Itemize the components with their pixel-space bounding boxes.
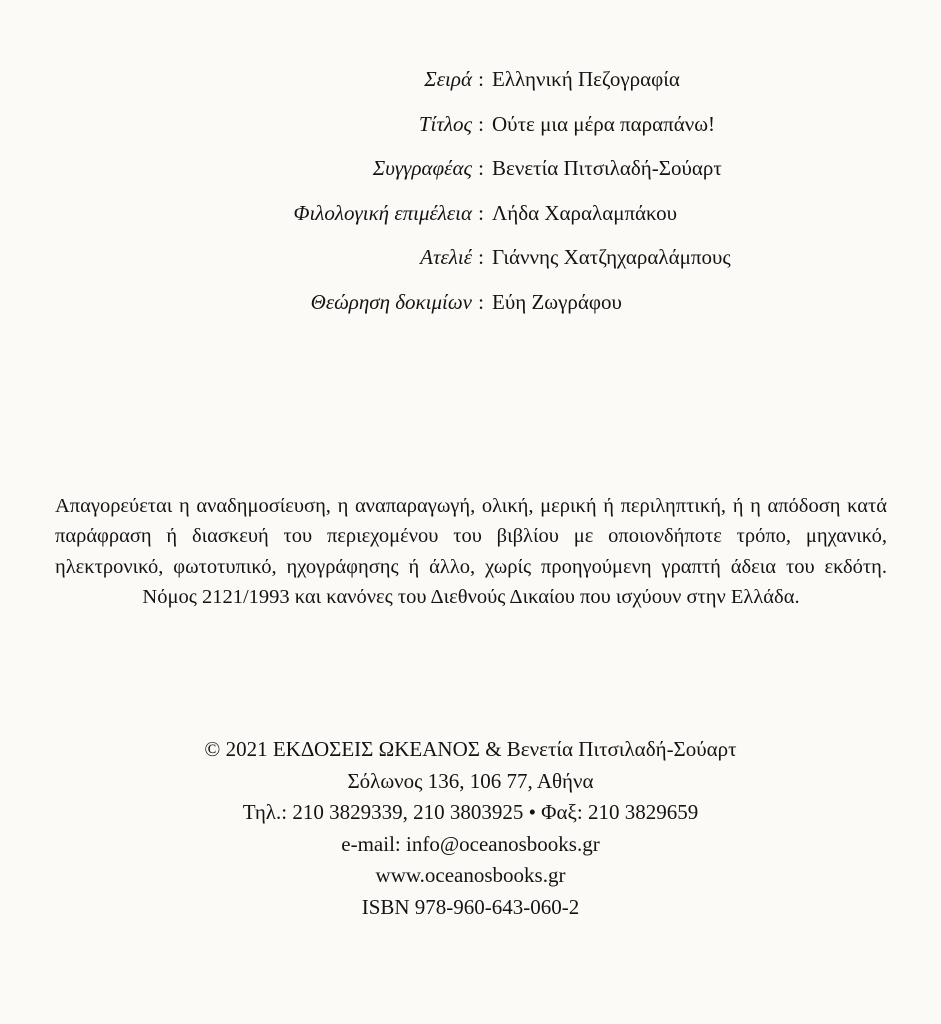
credit-row-series (0, 64, 941, 109)
credit-separator: : (478, 67, 484, 91)
credit-label: Σειρά (424, 67, 472, 91)
copyright-line: © 2021 ΕΚΔΟΣΕΙΣ ΩΚΕΑΝΟΣ & Βενετία Πιτσιλαδή-Σούαρτ (204, 737, 737, 761)
credit-label: Τίτλος (418, 111, 472, 136)
credit-label: Ατελιέ (420, 245, 472, 269)
credit-row-editor (0, 198, 941, 243)
credit-value: Ούτε μια μέρα παραπάνω! (492, 111, 716, 136)
credit-value: Βενετία Πιτσιλαδή-Σούαρτ (492, 156, 722, 180)
credit-row-atelier (0, 242, 941, 287)
credit-value: Εύη Ζωγράφου (492, 289, 622, 314)
website-line: www.oceanosbooks.gr (375, 863, 566, 887)
credit-value: Λήδα Χαραλαμπάκου (492, 200, 678, 225)
credit-separator: : (478, 111, 484, 136)
credit-separator: : (478, 245, 484, 269)
publisher-imprint (0, 734, 941, 923)
credits-list (0, 64, 941, 331)
credit-row-title (0, 109, 941, 154)
rights-notice: Απαγορεύεται η αναδημοσίευση, η αναπαραγωγή, ολική, μερική ή περιληπτική, ή η απόδοση κατά παράφραση ή διασκευή του περιεχομένου του βιβλίου με οποιονδήποτε τρόπο, μηχανικό, ηλεκτρονικό, φωτοτυπικό, ηχογράφησης ή άλλο, χωρίς προηγούμενη γραπτή άδεια του εκδότη. Νόμος 2121/1993 και κανόνες του Διεθνούς Δικαίου που ισχύουν στην Ελλάδα. (55, 494, 887, 608)
credit-separator: : (478, 156, 484, 180)
credit-row-author (0, 153, 941, 198)
credit-label: Θεώρηση δοκιμίων (310, 289, 472, 314)
credit-value: Γιάννης Χατζηχαραλάμπους (492, 245, 731, 269)
address-line: Σόλωνος 136, 106 77, Αθήνα (347, 768, 594, 793)
isbn-line: ISBN 978-960-643-060-2 (361, 894, 580, 919)
credit-label: Φιλολογική επιμέλεια (293, 200, 472, 225)
email-line: e-mail: info@oceanosbooks.gr (341, 831, 600, 856)
phone-line: Τηλ.: 210 3829339, 210 3803925 • Φαξ: 210 3829659 (242, 800, 699, 824)
credit-separator: : (478, 200, 484, 225)
credit-label: Συγγραφέας (372, 156, 472, 180)
credit-value: Ελληνική Πεζογραφία (492, 67, 680, 91)
credit-row-proofreading (0, 287, 941, 332)
credit-separator: : (478, 289, 484, 314)
